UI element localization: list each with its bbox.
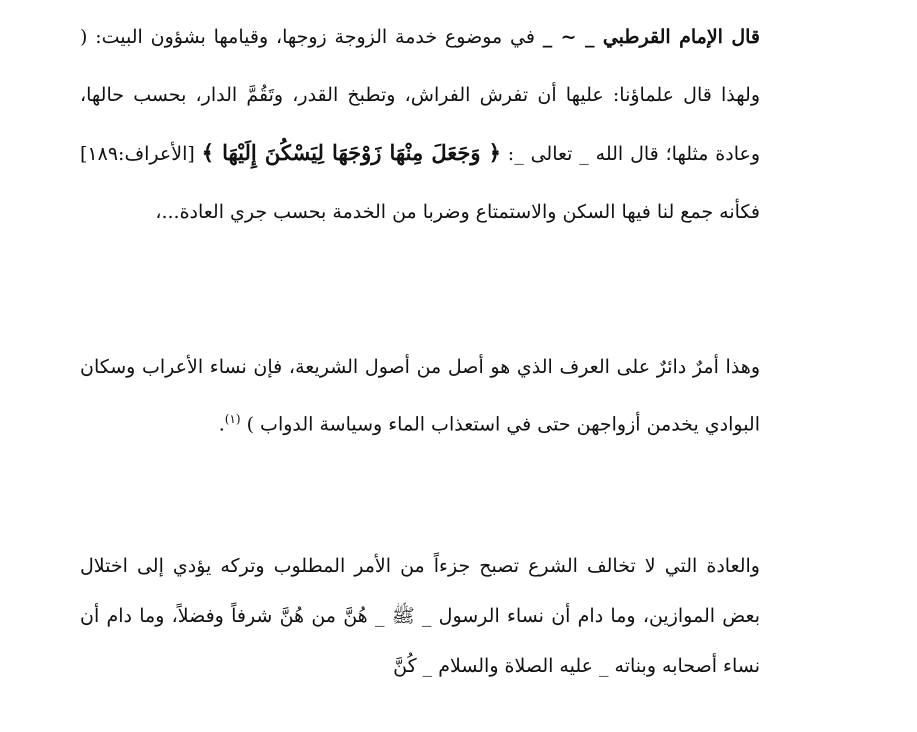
footnote-reference[interactable]: (١) (224, 412, 241, 426)
lead-attribution: قال الإمام القرطبي _ ~ _ (542, 26, 760, 48)
quran-verse: ﴿ وَجَعَلَ مِنْهَا زَوْجَهَا لِيَسْكُنَ إِلَيْهَا ﴾ (201, 140, 501, 165)
paragraph-2-text: وهذا أمرٌ دائرٌ على العرف الذي هو أصل من أصول الشريعة، فإن نساء الأعراب وسكان البوادي يخدمن أزواجهن حتى في استعذاب الماء وسياسة الدواب ) (80, 356, 760, 436)
quote-text-part-2: [الأعراف:١٨٩] فكأنه جمع لنا فيها السكن والاستمتاع وضربا من الخدمة بحسب جري العادة...، (80, 143, 760, 223)
paragraph-2-end: . (218, 413, 225, 436)
paragraph-qurtubi-quote (80, 8, 760, 241)
quote-text-part-1: في موضوع خدمة الزوجة زوجها، وقيامها بشؤون البيت: ( ولهذا قال علماؤنا: عليها أن تفرش الفراش، وتطبخ القدر، وتَقُمَّ الدار، بحسب حالها، وعادة مثلها؛ قال الله _ تعالى _: (80, 26, 760, 165)
paragraph-3-text: والعادة التي لا تخالف الشرع تصبح جزءاً من الأمر المطلوب وتركه يؤدي إلى اختلال بعض الموازين، وما دام أن نساء الرسول _ ﷺ _ هُنَّ من هُنَّ شرفاً وفضلاً، وما دام أن نساء أصحابه وبناته _ عليه الصلاة والسلام _ كُنَّ (80, 555, 760, 677)
paragraph-custom-and-sharia (80, 541, 760, 691)
paragraph-custom-principle (80, 341, 760, 450)
